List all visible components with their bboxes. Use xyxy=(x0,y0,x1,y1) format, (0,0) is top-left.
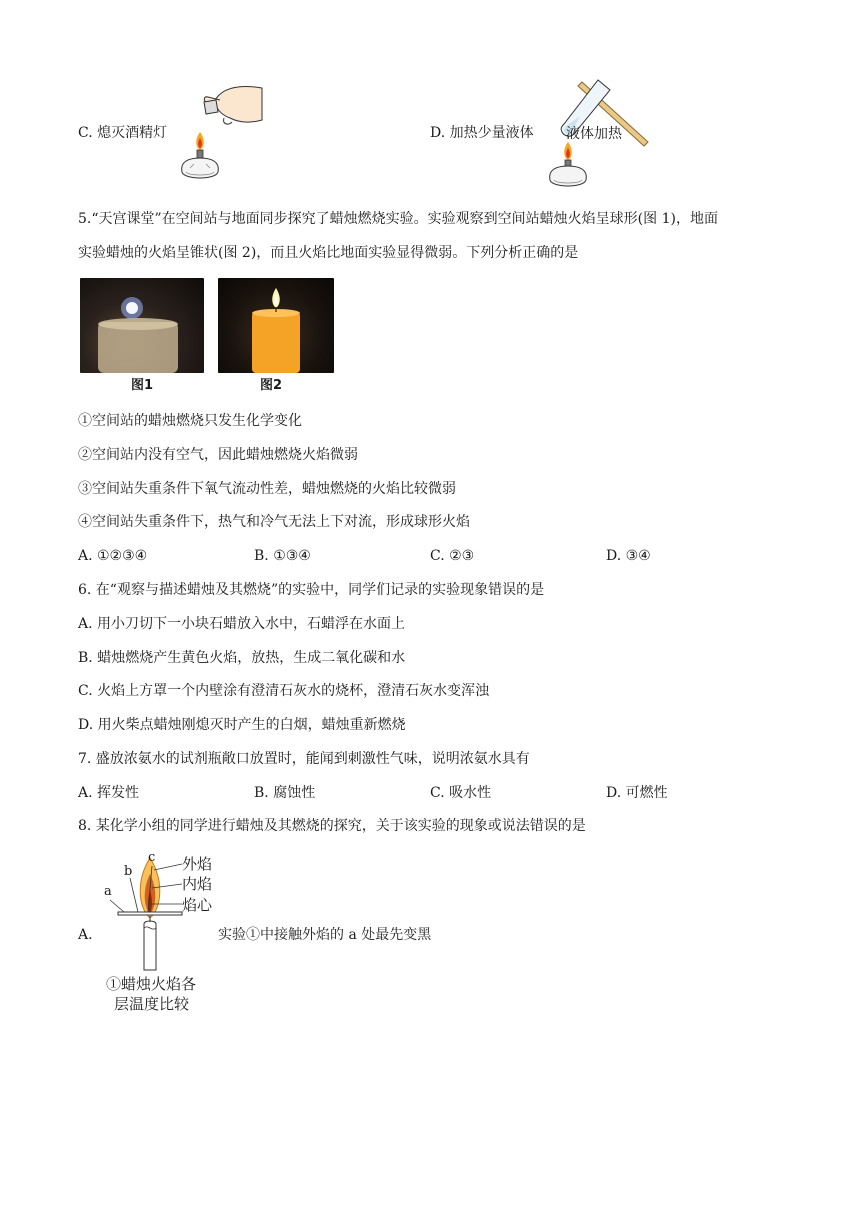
q5-stem-line2: 实验蜡烛的火焰呈锥状(图 2)，而且火焰比地面实验显得微弱。下列分析正确的是 xyxy=(78,245,579,261)
q8-stem: 8. 某化学小组的同学进行蜡烛及其燃烧的探究，关于该实验的现象或说法错误的是 xyxy=(78,818,586,834)
q5-statement-2: ②空间站内没有空气，因此蜡烛燃烧火焰微弱 xyxy=(78,447,358,463)
q5-statement-3: ③空间站失重条件下氧气流动性差，蜡烛燃烧的火焰比较微弱 xyxy=(78,481,456,497)
q5-option-a: A. ①②③④ xyxy=(78,548,148,564)
q8-option-a-letter: A. xyxy=(78,927,93,943)
liquid-heating-label: 液体加热 xyxy=(566,126,622,142)
q7-option-b: B. 腐蚀性 xyxy=(254,785,316,801)
q5-statement-4: ④空间站失重条件下，热气和冷气无法上下对流，形成球形火焰 xyxy=(78,514,470,530)
outer-flame-label: 外焰 xyxy=(182,855,213,873)
q8-option-a-text: 实验①中接触外焰的 a 处最先变黑 xyxy=(218,927,432,943)
point-a-label: a xyxy=(104,884,112,899)
figure2-caption: 图2 xyxy=(260,378,283,393)
q7-option-c: C. 吸水性 xyxy=(430,785,492,801)
q4-option-c: C. 熄灭酒精灯 xyxy=(78,125,168,141)
point-b-label: b xyxy=(124,864,133,879)
flame-core-label: 焰心 xyxy=(182,896,213,914)
diagram-caption-line1: ①蜡烛火焰各 xyxy=(106,975,197,993)
q5-option-d: D. ③④ xyxy=(606,548,651,564)
q6-option-d: D. 用火柴点蜡烛刚熄灭时产生的白烟，蜡烛重新燃烧 xyxy=(78,717,406,733)
inner-flame-label: 内焰 xyxy=(182,875,213,893)
q7-option-a: A. 挥发性 xyxy=(78,785,140,801)
space-station-candle-photo xyxy=(80,278,204,373)
q5-statement-1: ①空间站的蜡烛燃烧只发生化学变化 xyxy=(78,413,302,429)
q6-option-a: A. 用小刀切下一小块石蜡放入水中，石蜡浮在水面上 xyxy=(78,616,406,632)
q7-option-d: D. 可燃性 xyxy=(606,785,668,801)
q5-option-b: B. ①③④ xyxy=(254,548,311,564)
extinguish-alcohol-lamp-illustration xyxy=(176,80,268,188)
q6-option-c: C. 火焰上方罩一个内壁涂有澄清石灰水的烧杯，澄清石灰水变浑浊 xyxy=(78,683,490,699)
diagram-caption-line2: 层温度比较 xyxy=(114,995,190,1013)
q4-option-d: D. 加热少量液体 xyxy=(430,125,534,141)
ground-candle-photo xyxy=(218,278,334,373)
q6-option-b: B. 蜡烛燃烧产生黄色火焰，放热，生成二氧化碳和水 xyxy=(78,650,406,666)
q5-stem-line1: 5.“天宫课堂”在空间站与地面同步探究了蜡烛燃烧实验。实验观察到空间站蜡烛火焰呈球形(图 1)，地面 xyxy=(78,211,718,227)
q7-stem: 7. 盛放浓氨水的试剂瓶敞口放置时，能闻到刺激性气味，说明浓氨水具有 xyxy=(78,751,530,767)
point-c-label: c xyxy=(148,850,156,865)
q5-option-c: C. ②③ xyxy=(430,548,475,564)
figure1-caption: 图1 xyxy=(131,378,154,393)
q6-stem: 6. 在“观察与描述蜡烛及其燃烧”的实验中，同学们记录的实验现象错误的是 xyxy=(78,582,545,598)
